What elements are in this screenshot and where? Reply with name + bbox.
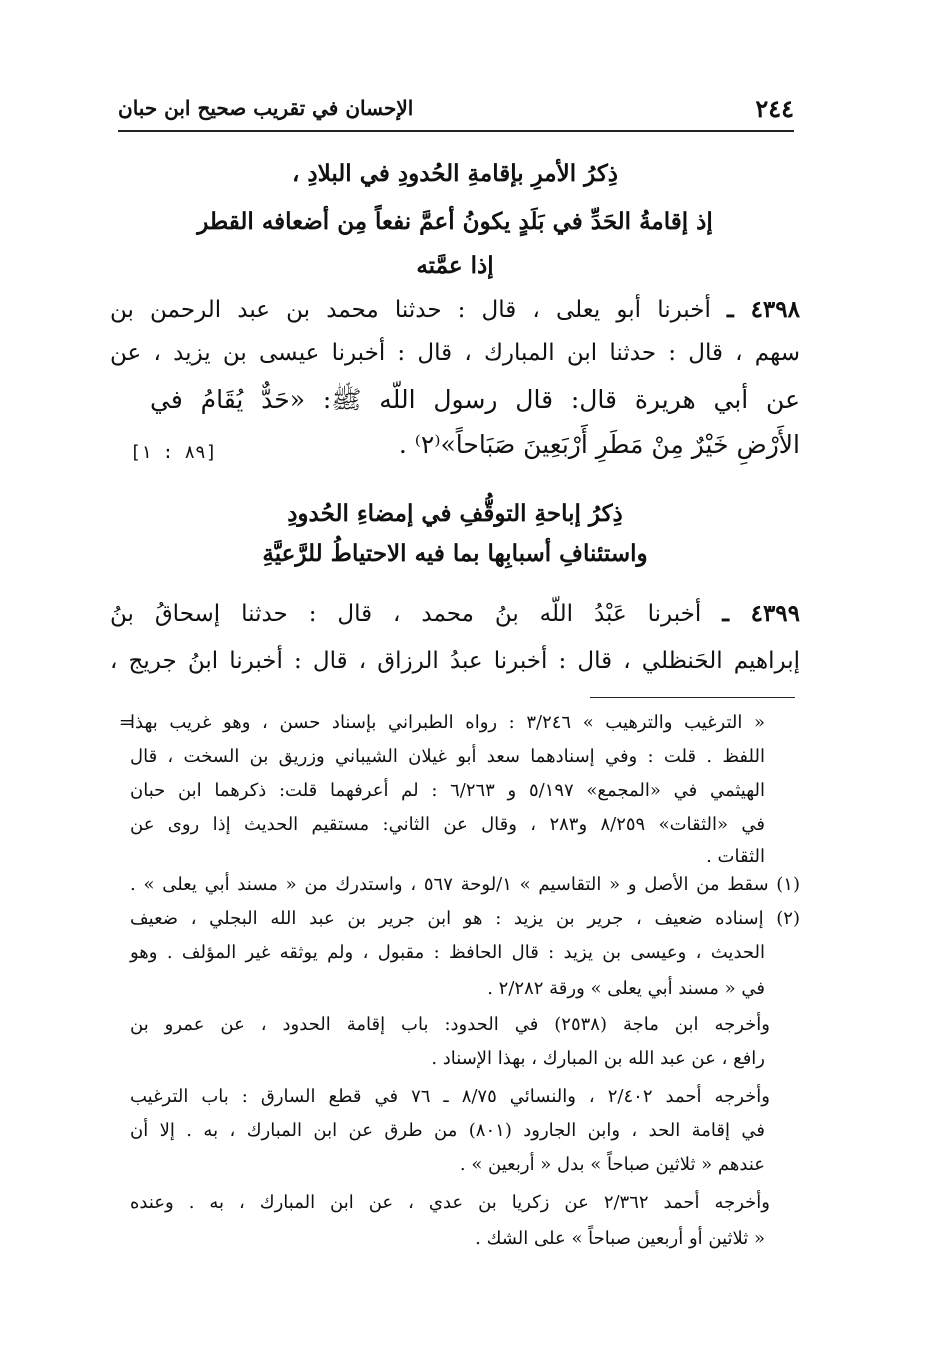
hadith-line: الأَرْضِ خَيْرٌ مِنْ مَطَرِ أَرْبَعِينَ صَبَاحاً»⁽٢⁾ .	[398, 430, 800, 459]
section-heading-1: إذ إقامةُ الحَدِّ في بَلَدٍ يكونُ أعمَّ نفعاً مِن أضعافه القطر	[197, 208, 713, 235]
hadith-line	[110, 600, 800, 627]
hadith-number: ٤٣٩٩ ـ	[722, 600, 801, 627]
page-header	[118, 92, 794, 126]
footnote-line: الحديث ، وعيسى بن يزيد : قال الحافظ : مقبول ، ولم يوثقه غير المؤلف . وهو	[130, 942, 765, 963]
hadith-text: أخبرنا أبو يعلى ، قال : حدثنا محمد بن عبد الرحمن بن	[110, 297, 711, 323]
section-heading-2: واستئنافِ أسبابِها بما فيه الاحتياطُ للرَّعيَّةِ	[262, 540, 648, 567]
cross-reference: [٨٩ : ١]	[130, 442, 217, 463]
hadith-number: ٤٣٩٨ ـ	[727, 296, 800, 323]
hadith-line: سهم ، قال : حدثنا ابن المبارك ، قال : أخبرنا عيسى بن يزيد ، عن	[110, 340, 800, 366]
footnote-2: (٢) إسناده ضعيف ، جرير بن يزيد : هو ابن جرير بن عبد الله البجلي ، ضعيف	[130, 908, 800, 929]
footnote-line: رافع ، عن عبد الله بن المبارك ، بهذا الإسناد .	[431, 1048, 765, 1069]
footnote-line: عندهم « ثلاثين صباحاً » بدل « أربعين » .	[459, 1154, 765, 1175]
footnote-line: « الترغيب والترهيب » ٣/٢٤٦ : رواه الطبراني بإسناد حسن ، وهو غريب بهذا	[130, 712, 766, 733]
hadith-line: عن أبي هريرة قال: قال رسول اللّه ﷺ: «حَدٌّ يُقَامُ في	[150, 385, 800, 414]
footnote-line: في «الثقات» ٨/٢٥٩ و٢٨٣ ، وقال عن الثاني: مستقيم الحديث إذا روى عن	[130, 814, 765, 835]
footnote-line: وأخرجه ابن ماجة (٢٥٣٨) في الحدود: باب إقامة الحدود ، عن عمرو بن	[130, 1014, 770, 1035]
page-number: ٢٤٤	[755, 94, 794, 123]
hadith-line: إبراهيم الحَنظلي ، قال : أخبرنا عبدُ الرزاق ، قال : أخبرنا ابنُ جريج ،	[110, 648, 800, 674]
hadith-text: أخبرنا عَبْدُ اللّه بنُ محمد ، قال : حدثنا إسحاقُ بنُ	[110, 601, 702, 627]
footnote-line: وأخرجه أحمد ٢/٤٠٢ ، والنسائي ٨/٧٥ ـ ٧٦ في قطع السارق : باب الترغيب	[130, 1086, 771, 1107]
footnote-rule	[590, 697, 795, 698]
section-heading-2: ذِكرُ إباحةِ التوقُّفِ في إمضاءِ الحُدودِ	[287, 500, 623, 527]
running-title: الإحسان في تقريب صحيح ابن حبان	[118, 96, 414, 120]
footnote-line: « ثلاثين أو أربعين صباحاً » على الشك .	[475, 1228, 765, 1249]
footnote-line: في « مسند أبي يعلى » ورقة ٢/٢٨٢ .	[487, 978, 765, 999]
footnote-line: الثقات .	[706, 846, 765, 867]
footnote-line: اللفظ . قلت : وفي إسنادهما سعد أبو غيلان الشيباني وزريق بن السخت ، قال	[130, 746, 765, 767]
section-heading-1: ذِكرُ الأمرِ بإقامةِ الحُدودِ في البلادِ ،	[291, 160, 619, 187]
continuation-mark: =	[118, 712, 134, 733]
hadith-line	[110, 296, 800, 323]
footnote-line: الهيثمي في «المجمع» ٥/١٩٧ و ٦/٢٦٣ : لم أعرفهما قلت: ذكرهما ابن حبان	[130, 780, 765, 801]
footnote-1: (١) سقط من الأصل و « التقاسيم » ١/لوحة ٥٦٧ ، واستدرك من « مسند أبي يعلى » .	[130, 874, 800, 895]
header-rule	[118, 130, 794, 132]
footnote-line: في إقامة الحد ، وابن الجارود (٨٠١) من طرق عن ابن المبارك ، به . إلا أن	[130, 1120, 765, 1141]
footnote-line: وأخرجه أحمد ٢/٣٦٢ عن زكريا بن عدي ، عن ابن المبارك ، به . وعنده	[130, 1192, 770, 1213]
section-heading-1: إذا عمَّته	[416, 252, 494, 279]
